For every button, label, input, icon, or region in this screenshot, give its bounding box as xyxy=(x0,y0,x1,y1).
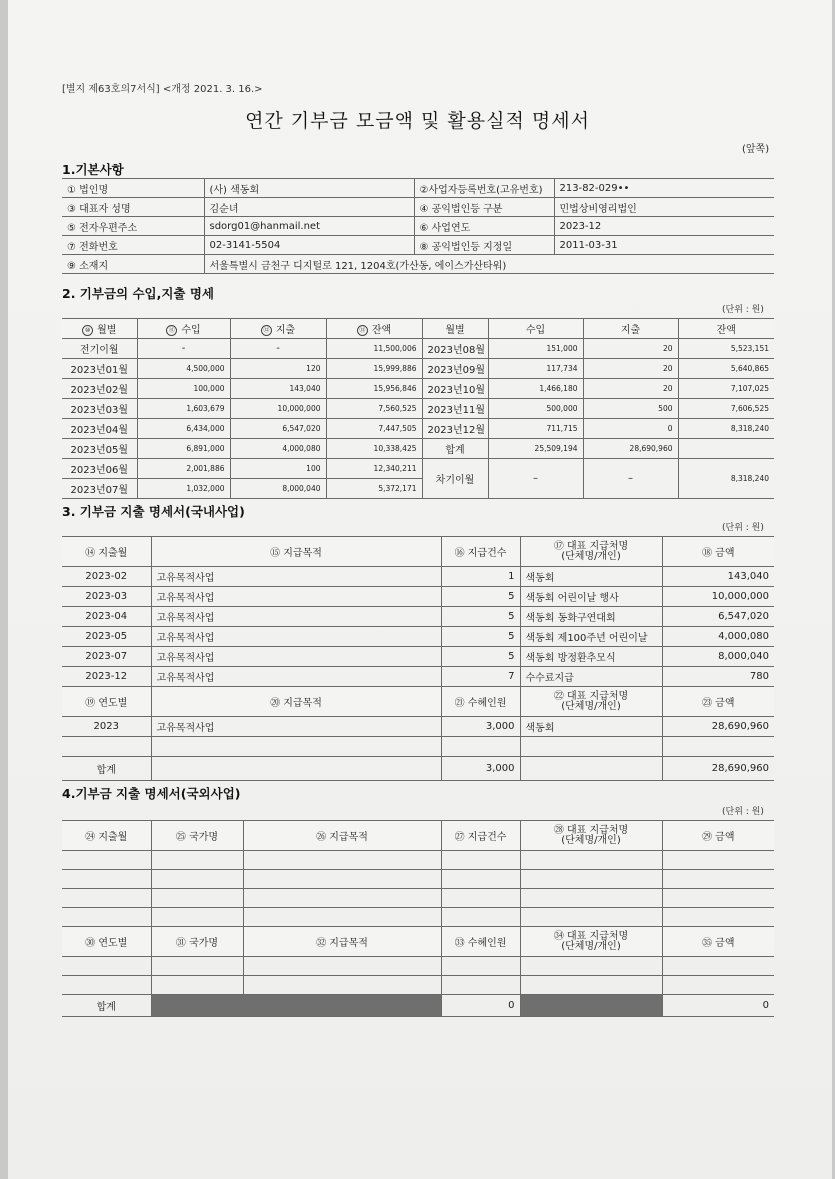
table-row xyxy=(62,419,774,439)
header-row xyxy=(62,687,774,717)
table-row xyxy=(62,607,774,627)
field-value: 김순녀 xyxy=(204,198,414,217)
field-label: ⑤ 전자우편주소 xyxy=(62,217,204,236)
column-header: ㉔ 지출월 xyxy=(62,821,151,851)
count-cell: 7 xyxy=(441,667,520,687)
total-label: 합계 xyxy=(62,757,151,781)
balance-cell xyxy=(678,439,774,459)
field-label: ④ 공익법인등 구분 xyxy=(414,198,554,217)
balance-cell: 7,107,025 xyxy=(678,379,774,399)
column-header: ㉗ 지급건수 xyxy=(441,821,520,851)
recipient-cell: 색동회 제100주년 어린이날 xyxy=(520,627,662,647)
purpose-cell: 고유목적사업 xyxy=(151,567,441,587)
field-value: sdorg01@hanmail.net xyxy=(204,217,414,236)
column-header-label: 수입 xyxy=(181,325,201,336)
column-header: ㉜ 지급목적 xyxy=(243,927,441,957)
recipient-cell: 색동회 어린이날 행사 xyxy=(520,587,662,607)
section-2-unit: (단위 : 원) xyxy=(722,305,764,315)
month-cell: 2023년10월 xyxy=(422,379,488,399)
income-expense-table xyxy=(62,318,774,499)
amount-cell: 143,040 xyxy=(662,567,774,587)
expense-cell: 20 xyxy=(583,379,678,399)
income-cell: 500,000 xyxy=(488,399,583,419)
month-cell: 합계 xyxy=(422,439,488,459)
column-header-label: ㉘ 대표 지급처명 xyxy=(553,824,629,836)
column-header-label: 지출 xyxy=(620,325,641,336)
column-header-label: ㉞ 대표 지급처명 xyxy=(553,930,629,942)
section-4-unit: (단위 : 원) xyxy=(722,807,764,817)
column-header: ⑯ 지급건수 xyxy=(441,537,520,567)
header-row xyxy=(62,319,774,339)
balance-cell: 15,956,846 xyxy=(326,379,422,399)
month-cell: 2023년01월 xyxy=(62,359,137,379)
income-cell: 25,509,194 xyxy=(488,439,583,459)
column-header: ㉝ 수혜인원 xyxy=(441,927,520,957)
expense-cell: 120 xyxy=(230,359,326,379)
page-side-label: (앞쪽) xyxy=(742,144,770,155)
empty-row xyxy=(62,870,774,889)
column-header xyxy=(488,319,583,339)
balance-cell: 7,447,505 xyxy=(326,419,422,439)
page-title: 연간 기부금 모금액 및 활용실적 명세서 xyxy=(245,110,590,132)
income-cell: 100,000 xyxy=(137,379,230,399)
column-header: ㉑ 수혜인원 xyxy=(441,687,520,717)
empty-row xyxy=(62,737,774,757)
column-header xyxy=(583,319,678,339)
amount-cell: 4,000,080 xyxy=(662,627,774,647)
section-2-heading: 2. 기부금의 수입,지출 명세 xyxy=(62,286,215,301)
expense-cell: 20 xyxy=(583,339,678,359)
column-header: ⑮ 지급목적 xyxy=(151,537,441,567)
table-row xyxy=(62,717,774,737)
section-4-heading: 4.기부금 지출 명세서(국외사업) xyxy=(62,786,241,801)
table-row xyxy=(62,359,774,379)
income-cell: 6,434,000 xyxy=(137,419,230,439)
shaded-cell xyxy=(520,995,662,1017)
column-header-label: 월별 xyxy=(97,325,117,336)
table-row xyxy=(62,439,774,459)
table-row xyxy=(62,587,774,607)
expense-cell: 4,000,080 xyxy=(230,439,326,459)
column-header xyxy=(326,319,422,339)
purpose-cell: 고유목적사업 xyxy=(151,647,441,667)
field-label: ⑨ 소재지 xyxy=(62,255,204,274)
recipient-cell: 수수료지급 xyxy=(520,667,662,687)
column-header xyxy=(520,537,662,567)
purpose-cell: 고유목적사업 xyxy=(151,667,441,687)
column-header xyxy=(520,687,662,717)
basic-info-row xyxy=(62,198,774,217)
circled-number: ⑩ xyxy=(82,325,93,336)
section-3-unit: (단위 : 원) xyxy=(722,523,764,533)
form-number: [별지 제63호의7서식] <개정 2021. 3. 16.> xyxy=(62,84,263,95)
balance-cell: 8,318,240 xyxy=(678,419,774,439)
basic-info-row xyxy=(62,236,774,255)
column-header-label: 월별 xyxy=(445,325,465,336)
column-header: ⑲ 연도별 xyxy=(62,687,151,717)
header-row xyxy=(62,821,774,851)
expense-cell: – xyxy=(583,459,678,499)
balance-cell: 5,523,151 xyxy=(678,339,774,359)
month-cell: 2023년06월 xyxy=(62,459,137,479)
column-header: ㉓ 금액 xyxy=(662,687,774,717)
balance-cell: 5,640,865 xyxy=(678,359,774,379)
address-value: 서울특별시 금천구 디지털로 121, 1204호(가산동, 에이스가산타워) xyxy=(204,255,774,274)
month-cell: 2023년08월 xyxy=(422,339,488,359)
expense-cell: 20 xyxy=(583,359,678,379)
total-amount: 28,690,960 xyxy=(662,757,774,781)
field-label: ②사업자등록번호(고유번호) xyxy=(414,179,554,198)
expense-cell: 0 xyxy=(583,419,678,439)
month-cell: 전기이월 xyxy=(62,339,137,359)
domestic-expense-table xyxy=(62,536,774,781)
month-cell: 2023년09월 xyxy=(422,359,488,379)
table-row xyxy=(62,339,774,359)
column-header-label: 지출 xyxy=(275,325,296,336)
balance-cell: 5,372,171 xyxy=(326,479,422,499)
month-cell: 2023년02월 xyxy=(62,379,137,399)
income-cell: 6,891,000 xyxy=(137,439,230,459)
column-header-sub: (단체명/개인) xyxy=(561,550,621,562)
overseas-expense-table xyxy=(62,820,774,1017)
carry-forward-label: 차기이월 xyxy=(422,459,488,499)
basic-info-table xyxy=(62,178,774,274)
total-count: 3,000 xyxy=(441,757,520,781)
expense-cell: 100 xyxy=(230,459,326,479)
basic-info-row xyxy=(62,179,774,198)
column-header: ㉟ 금액 xyxy=(662,927,774,957)
recipient-cell: 색동회 방정환추모식 xyxy=(520,647,662,667)
column-header xyxy=(62,319,137,339)
amount-cell: 28,690,960 xyxy=(662,717,774,737)
expense-cell: 500 xyxy=(583,399,678,419)
income-cell: 151,000 xyxy=(488,339,583,359)
month-cell: 2023년11월 xyxy=(422,399,488,419)
empty-row xyxy=(62,976,774,995)
column-header-label: 수입 xyxy=(525,325,546,336)
purpose-cell: 고유목적사업 xyxy=(151,607,441,627)
column-header xyxy=(230,319,326,339)
total-amount: 0 xyxy=(662,995,774,1017)
column-header-label: 잔액 xyxy=(716,325,736,336)
section-1-heading: 1.기본사항 xyxy=(62,162,124,177)
amount-cell: 780 xyxy=(662,667,774,687)
column-header-sub: (단체명/개인) xyxy=(561,834,621,846)
field-value: 2023-12 xyxy=(554,217,774,236)
table-row xyxy=(62,399,774,419)
total-count: 0 xyxy=(441,995,520,1017)
income-cell: 1,466,180 xyxy=(488,379,583,399)
month-cell: 2023-07 xyxy=(62,647,151,667)
address-row xyxy=(62,255,774,274)
column-header xyxy=(520,821,662,851)
column-header: ⑭ 지출월 xyxy=(62,537,151,567)
month-cell: 2023년04월 xyxy=(62,419,137,439)
month-cell: 2023-03 xyxy=(62,587,151,607)
balance-cell: 8,318,240 xyxy=(678,459,774,499)
column-header: ㉛ 국가명 xyxy=(151,927,243,957)
circled-number: ⑬ xyxy=(357,325,368,336)
table-row xyxy=(62,647,774,667)
field-label: ③ 대표자 성명 xyxy=(62,198,204,217)
count-cell: 5 xyxy=(441,607,520,627)
balance-cell: 12,340,211 xyxy=(326,459,422,479)
balance-cell: 10,338,425 xyxy=(326,439,422,459)
header-row xyxy=(62,537,774,567)
income-cell: - xyxy=(137,339,230,359)
empty-row xyxy=(62,908,774,927)
balance-cell: 11,500,006 xyxy=(326,339,422,359)
basic-info-row xyxy=(62,217,774,236)
amount-cell: 8,000,040 xyxy=(662,647,774,667)
total-label: 합계 xyxy=(62,995,151,1017)
column-header-label: ⑰ 대표 지급처명 xyxy=(553,540,629,552)
header-row xyxy=(62,927,774,957)
income-cell: 1,032,000 xyxy=(137,479,230,499)
expense-cell: - xyxy=(230,339,326,359)
recipient-cell: 색동회 xyxy=(520,567,662,587)
purpose-cell: 고유목적사업 xyxy=(151,587,441,607)
expense-cell: 28,690,960 xyxy=(583,439,678,459)
recipient-cell: 색동회 동화구연대회 xyxy=(520,607,662,627)
table-row xyxy=(62,459,774,479)
column-header-label: ㉒ 대표 지급처명 xyxy=(553,690,629,702)
field-label: ⑦ 전화번호 xyxy=(62,236,204,255)
circled-number: ⑪ xyxy=(166,325,177,336)
expense-cell: 10,000,000 xyxy=(230,399,326,419)
table-row xyxy=(62,379,774,399)
column-header: ㉚ 연도별 xyxy=(62,927,151,957)
month-cell: 2023년12월 xyxy=(422,419,488,439)
amount-cell: 10,000,000 xyxy=(662,587,774,607)
column-header: ⑳ 지급목적 xyxy=(151,687,441,717)
empty-row xyxy=(62,851,774,870)
purpose-cell: 고유목적사업 xyxy=(151,627,441,647)
column-header: ⑱ 금액 xyxy=(662,537,774,567)
income-cell: 117,734 xyxy=(488,359,583,379)
balance-cell: 15,999,886 xyxy=(326,359,422,379)
column-header-sub: (단체명/개인) xyxy=(561,940,621,952)
field-value: 민법상비영리법인 xyxy=(554,198,774,217)
month-cell: 2023-04 xyxy=(62,607,151,627)
count-cell: 1 xyxy=(441,567,520,587)
field-label: ⑧ 공익법인등 지정일 xyxy=(414,236,554,255)
table-row xyxy=(62,667,774,687)
expense-cell: 6,547,020 xyxy=(230,419,326,439)
field-value: 02-3141-5504 xyxy=(204,236,414,255)
count-cell: 5 xyxy=(441,647,520,667)
count-cell: 5 xyxy=(441,627,520,647)
column-header-sub: (단체명/개인) xyxy=(561,700,621,712)
month-cell: 2023-02 xyxy=(62,567,151,587)
balance-cell: 7,606,525 xyxy=(678,399,774,419)
expense-cell: 143,040 xyxy=(230,379,326,399)
month-cell: 2023년03월 xyxy=(62,399,137,419)
field-label: ① 법인명 xyxy=(62,179,204,198)
count-cell: 5 xyxy=(441,587,520,607)
column-header xyxy=(422,319,488,339)
column-header: ㉙ 금액 xyxy=(662,821,774,851)
amount-cell: 6,547,020 xyxy=(662,607,774,627)
income-cell: 711,715 xyxy=(488,419,583,439)
total-row xyxy=(62,995,774,1017)
shaded-cell xyxy=(151,995,441,1017)
empty-row xyxy=(62,957,774,976)
table-row xyxy=(62,567,774,587)
month-cell: 2023년07월 xyxy=(62,479,137,499)
income-cell: – xyxy=(488,459,583,499)
income-cell: 2,001,886 xyxy=(137,459,230,479)
income-cell: 1,603,679 xyxy=(137,399,230,419)
field-value: (사) 색동회 xyxy=(204,179,414,198)
recipient-cell: 색동회 xyxy=(520,717,662,737)
column-header xyxy=(520,927,662,957)
count-cell: 3,000 xyxy=(441,717,520,737)
field-value: 213-82-029•• xyxy=(554,179,774,198)
column-header: ㉕ 국가명 xyxy=(151,821,243,851)
column-header xyxy=(678,319,774,339)
field-label: ⑥ 사업연도 xyxy=(414,217,554,236)
column-header: ㉖ 지급목적 xyxy=(243,821,441,851)
section-3-heading: 3. 기부금 지출 명세서(국내사업) xyxy=(62,504,245,519)
purpose-cell: 고유목적사업 xyxy=(151,717,441,737)
table-row xyxy=(62,627,774,647)
month-cell: 2023년05월 xyxy=(62,439,137,459)
month-cell: 2023-12 xyxy=(62,667,151,687)
column-header-label: 잔액 xyxy=(371,325,392,336)
expense-cell: 8,000,040 xyxy=(230,479,326,499)
year-cell: 2023 xyxy=(62,717,151,737)
column-header xyxy=(137,319,230,339)
balance-cell: 7,560,525 xyxy=(326,399,422,419)
field-value: 2011-03-31 xyxy=(554,236,774,255)
income-cell: 4,500,000 xyxy=(137,359,230,379)
month-cell: 2023-05 xyxy=(62,627,151,647)
total-row xyxy=(62,757,774,781)
empty-row xyxy=(62,889,774,908)
circled-number: ⑫ xyxy=(261,325,272,336)
